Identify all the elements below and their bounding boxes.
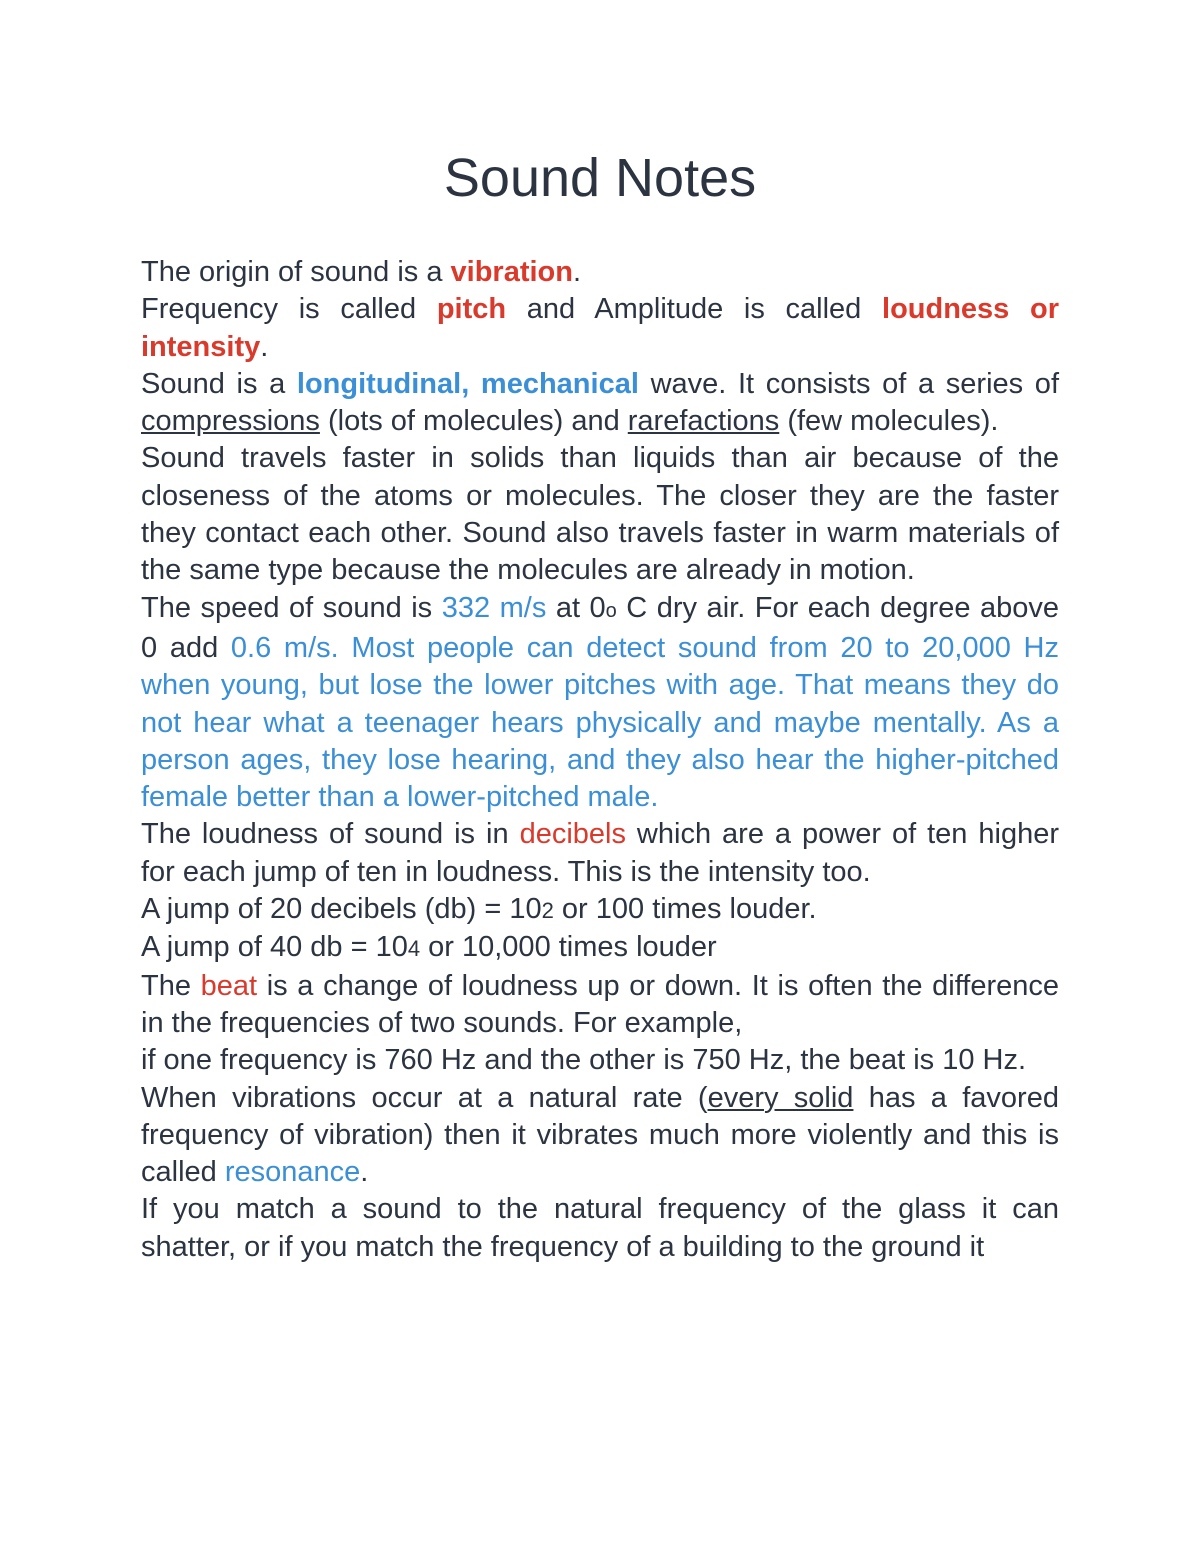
paragraph-jump-20 bbox=[141, 891, 1059, 929]
paragraph-beat bbox=[141, 968, 1059, 1043]
text-run: is a change of loudness up or down. It is often the difference in the frequencies of two sounds. For example, bbox=[141, 969, 1060, 1039]
text-run: . bbox=[572, 256, 582, 288]
paragraph-travel-speed: Sound travels faster in solids than liquids than air because of the closeness of the atoms or molecules. The closer they are the faster they contact each other. Sound also travels faster in warm materials of the same type because the molecules are already in motion. bbox=[141, 442, 1059, 587]
text-run: A jump of 40 db = 10 bbox=[141, 931, 408, 964]
paragraph-origin bbox=[141, 254, 1059, 291]
text-run: wave. It consists of a series of bbox=[638, 367, 1059, 400]
paragraph-wave-type bbox=[141, 366, 1059, 441]
term-decibels: decibels bbox=[519, 818, 626, 851]
document-page bbox=[141, 138, 1059, 1266]
degree-sign: o bbox=[605, 599, 617, 622]
text-run: When vibrations occur at a natural rate ( bbox=[141, 1081, 708, 1114]
value-speed: 332 m/s bbox=[441, 591, 547, 624]
text-run: (lots of molecules) and bbox=[319, 405, 628, 438]
term-vibration: vibration bbox=[450, 256, 573, 288]
paragraph-decibels bbox=[141, 816, 1059, 891]
text-run: (few molecules). bbox=[779, 405, 999, 438]
paragraph-shatter: If you match a sound to the natural frequency of the glass it can shatter, or if you match the frequency of a building to the ground it bbox=[141, 1193, 1059, 1263]
text-run: . bbox=[260, 330, 269, 363]
text-run: Sound is a bbox=[141, 367, 297, 400]
text-run bbox=[339, 632, 352, 664]
paragraph-jump-40 bbox=[141, 929, 1059, 967]
paragraph-frequency bbox=[141, 291, 1059, 366]
text-run: The origin of sound is a bbox=[141, 256, 451, 288]
text-run: which are a power of ten higher for each jump of ten in loudness. This is the intensity too. bbox=[141, 818, 1059, 888]
exponent: 4 bbox=[407, 936, 421, 962]
term-rarefactions: rarefactions bbox=[627, 405, 780, 438]
term-every-solid: every solid bbox=[707, 1081, 854, 1114]
text-run: C dry air. For each degree above 0 add bbox=[141, 591, 1059, 664]
value-increment: 0.6 m/s. bbox=[230, 631, 339, 664]
paragraph-beat-example: if one frequency is 760 Hz and the other is 750 Hz, the beat is 10 Hz. bbox=[141, 1044, 1027, 1077]
hearing-range-text: Most people can detect sound from 20 to 20,000 Hz when young, but lose the lower pitches with age. That means they do not hear what a teenager hears physically and maybe mentally. As a person ages, they lose hearing, and they also hear the higher-pitched female better than a lower-pitched male. bbox=[141, 631, 1059, 814]
text-run: Frequency is called bbox=[141, 293, 437, 326]
text-run: and Amplitude is called bbox=[506, 293, 883, 326]
term-resonance: resonance bbox=[224, 1156, 361, 1189]
text-run: has a favored frequency of vibration) then it vibrates much more violently and this is called bbox=[141, 1081, 1059, 1189]
text-run: or 100 times louder. bbox=[553, 893, 817, 926]
text-run: . bbox=[360, 1156, 369, 1189]
text-run: The speed of sound is bbox=[141, 591, 442, 624]
term-compressions: compressions bbox=[141, 405, 320, 438]
page-title: Sound Notes bbox=[443, 148, 757, 208]
term-beat: beat bbox=[200, 969, 258, 1002]
term-loudness: loudness or intensity bbox=[141, 293, 1060, 363]
text-run: or 10,000 times louder bbox=[420, 931, 717, 964]
text-run: at 0 bbox=[546, 591, 606, 624]
term-longitudinal-mechanical: longitudinal, mechanical bbox=[296, 367, 639, 400]
exponent: 2 bbox=[541, 898, 554, 924]
text-run: A jump of 20 decibels (db) = 10 bbox=[141, 893, 542, 926]
term-pitch: pitch bbox=[436, 293, 507, 326]
text-run: The loudness of sound is in bbox=[141, 818, 520, 851]
paragraph-speed-of-sound bbox=[141, 590, 1059, 817]
text-run: The bbox=[141, 969, 201, 1002]
paragraph-resonance bbox=[141, 1080, 1059, 1192]
